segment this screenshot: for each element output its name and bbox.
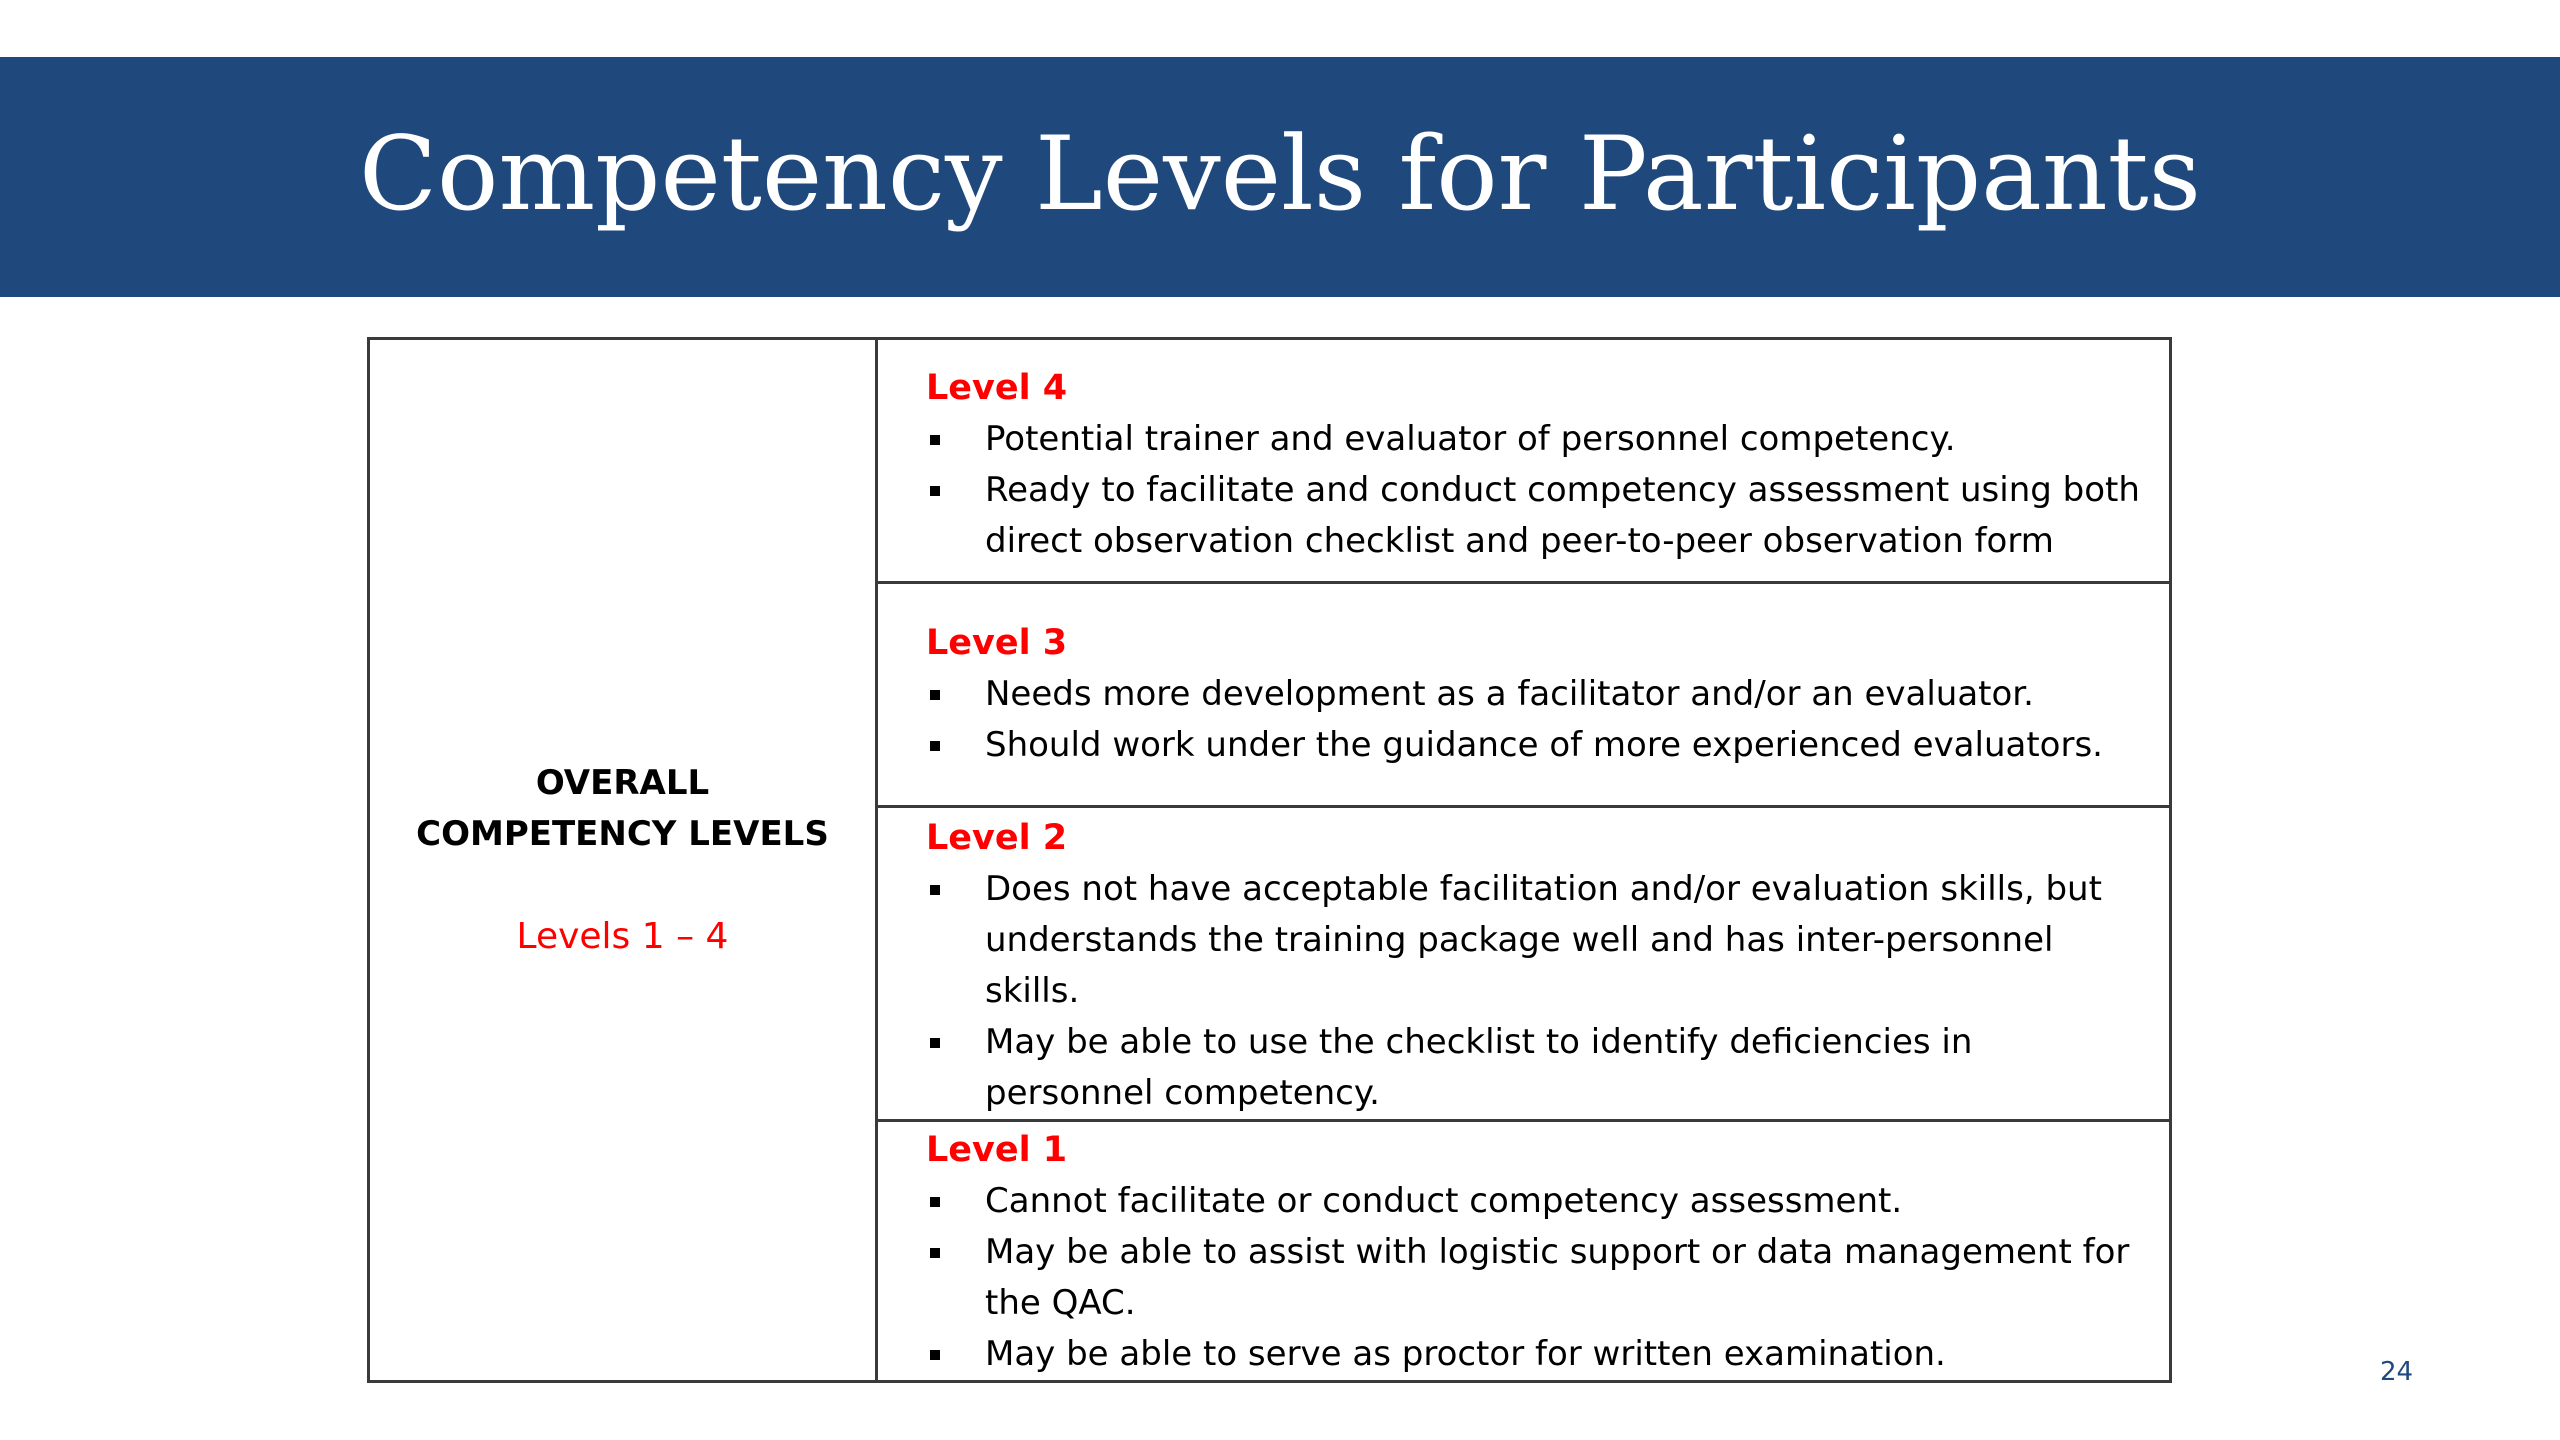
bullet-icon [930, 1350, 940, 1360]
bullet-text: May be able to serve as proctor for written examination. [985, 1334, 1946, 1374]
bullet-icon [930, 741, 940, 751]
level-cell-1 [877, 1121, 2171, 1382]
level-cell-4 [877, 339, 2171, 583]
bullet-icon [930, 885, 940, 895]
list-item [926, 669, 2145, 720]
level-bullets [926, 1176, 2145, 1380]
table-row [369, 339, 2171, 583]
bullet-icon [930, 1197, 940, 1207]
list-item [926, 1227, 2145, 1329]
bullet-icon [930, 486, 940, 496]
bullet-text: May be able to use the checklist to identify deficiencies in personnel competency. [985, 1022, 1973, 1113]
overall-competency-heading: OVERALL COMPETENCY LEVELS [416, 763, 829, 854]
bullet-text: Ready to facilitate and conduct competency assessment using both direct observation checklist and peer-to-peer observation form [985, 470, 2140, 561]
bullet-icon [930, 1038, 940, 1048]
competency-table [367, 337, 2172, 1383]
level-title: Level 3 [926, 623, 1068, 663]
level-bullets [926, 414, 2145, 567]
bullet-text: Cannot facilitate or conduct competency assessment. [985, 1181, 1903, 1221]
levels-range: Levels 1 – 4 [516, 916, 729, 957]
level-cell-2 [877, 807, 2171, 1121]
bullet-icon [930, 690, 940, 700]
level-title: Level 1 [926, 1130, 1068, 1170]
level-bullets [926, 669, 2145, 771]
list-item [926, 1329, 2145, 1380]
slide-title: Competency Levels for Participants [359, 115, 2201, 234]
level-title: Level 4 [926, 368, 1068, 408]
list-item [926, 1176, 2145, 1227]
list-item [926, 1017, 2145, 1119]
level-bullets [926, 864, 2145, 1119]
bullet-text: Does not have acceptable facilitation and/or evaluation skills, but understands the training package well and has inter-personnel skills. [985, 869, 2102, 1011]
level-cell-3 [877, 583, 2171, 807]
list-item [926, 720, 2145, 771]
list-item [926, 465, 2145, 567]
bullet-icon [930, 435, 940, 445]
title-bar [0, 57, 2560, 297]
bullet-text: Potential trainer and evaluator of personnel competency. [985, 419, 1956, 459]
list-item [926, 864, 2145, 1017]
list-item [926, 414, 2145, 465]
bullet-text: Should work under the guidance of more experienced evaluators. [985, 725, 2103, 765]
page-number: 24 [2380, 1357, 2414, 1387]
level-title: Level 2 [926, 818, 1068, 858]
bullet-text: Needs more development as a facilitator and/or an evaluator. [985, 674, 2034, 714]
overall-levels-cell [369, 339, 877, 1382]
bullet-icon [930, 1248, 940, 1258]
bullet-text: May be able to assist with logistic support or data management for the QAC. [985, 1232, 2130, 1323]
